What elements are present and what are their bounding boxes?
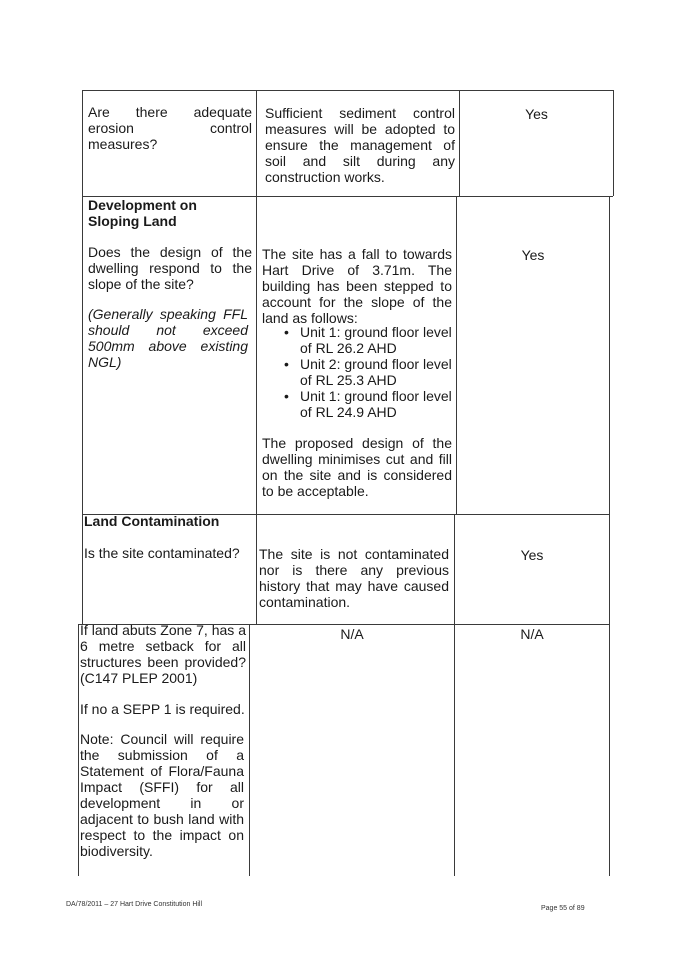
row-4-criterion: If land abuts Zone 7, has a 6 metre setback for all structures been provided? (C147 PLEP 2001) [80,622,246,686]
row-1-response: Sufficient sediment control measures will be adopted to ensure the management of soil and silt during any construction works. [265,105,455,185]
row-4-response: N/A [340,626,364,642]
row-2-heading: Development on Sloping Land [88,197,197,229]
table-top-border [82,90,613,91]
row-2-criterion-note: (Generally speaking FFL should not exceed 500mm above existing NGL) [88,306,248,370]
row-4-criterion-3: Note: Council will require the submission of a Statement of Flora/Fauna Impact (SFFI) for all development in or adjacent to bush land with respect to the impact on biodiversity. [80,731,244,859]
row-4-compliance: N/A [520,626,544,642]
bullet-item: • Unit 2: ground floor level of RL 25.3 AHD [262,356,452,388]
column-divider [454,514,455,876]
bullet-item: • Unit 1: ground floor level of RL 26.2 AHD [262,324,452,356]
row-1-compliance: Yes [525,106,548,122]
row-3-compliance: Yes [520,547,544,563]
row-2-response-intro: The site has a fall to towards Hart Drive of 3.71m. The building has been stepped to account for the slope of the land as follows: [262,246,452,326]
row-1-criterion: Are there adequate erosion control measures? [88,104,252,152]
column-divider [249,624,250,876]
row-3-heading: Land Contamination [84,513,220,529]
row-3-criterion: Is the site contaminated? [84,545,240,561]
table-right-border [609,196,610,876]
row-2-response-conclusion: The proposed design of the dwelling minimises cut and fill on the site and is considered to be acceptable. [262,435,452,499]
row-4-criterion-2: If no a SEPP 1 is required. [80,701,245,717]
column-divider [78,624,79,876]
bullet-item: • Unit 1: ground floor level of RL 24.9 AHD [262,388,452,420]
row-3-response: The site is not contaminated nor is there any previous history that may have caused contamination. [259,546,449,610]
table-right-border [613,90,614,196]
footer-reference: DA/78/2011 – 27 Hart Drive Constitution Hill [66,901,203,908]
row-2-response-bullets [262,324,452,420]
column-divider [82,90,83,624]
row-2-criterion: Does the design of the dwelling respond to the slope of the site? [88,244,252,292]
column-divider [456,196,457,514]
row-2-compliance: Yes [521,247,545,263]
column-divider [256,90,257,624]
footer-page-number: Page 55 of 89 [541,905,585,912]
